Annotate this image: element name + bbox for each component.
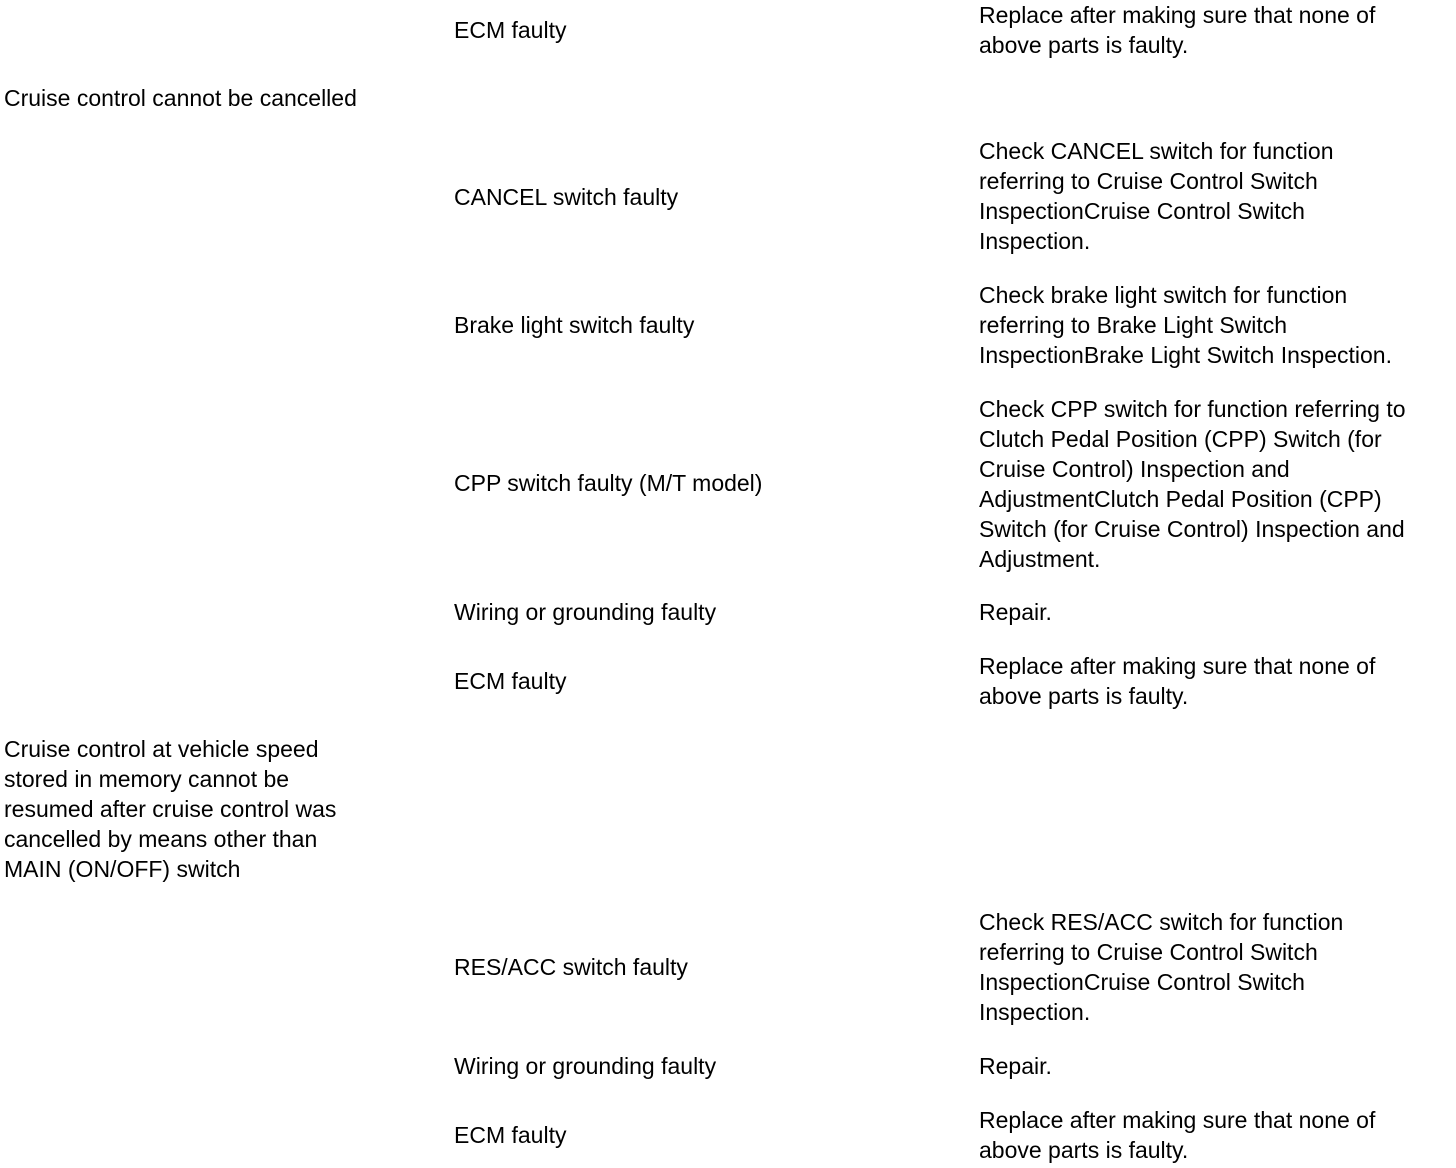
correction-line: Replace after making sure that none of — [979, 1107, 1376, 1133]
correction-line: above parts is faulty. — [979, 1137, 1189, 1163]
correction-line: Repair. — [979, 599, 1052, 625]
cause-cell: Brake light switch faulty — [454, 312, 695, 338]
cause-cell: ECM faulty — [454, 668, 567, 694]
correction-line: referring to Brake Light Switch — [979, 312, 1288, 338]
correction-line: Cruise Control) Inspection and — [979, 456, 1290, 482]
correction-line: Inspection. — [979, 228, 1091, 254]
correction-line: Clutch Pedal Position (CPP) Switch (for — [979, 426, 1382, 452]
correction-line: above parts is faulty. — [979, 683, 1189, 709]
cause-cell: CPP switch faulty (M/T model) — [454, 470, 763, 496]
correction-line: InspectionBrake Light Switch Inspection. — [979, 342, 1392, 368]
cause-cell: Wiring or grounding faulty — [454, 1053, 717, 1079]
cause-cell: ECM faulty — [454, 1122, 567, 1148]
correction-line: Replace after making sure that none of — [979, 2, 1376, 28]
correction-line: InspectionCruise Control Switch — [979, 969, 1305, 995]
correction-line: Check RES/ACC switch for function — [979, 909, 1344, 935]
correction-line: AdjustmentClutch Pedal Position (CPP) — [979, 486, 1382, 512]
correction-line: Switch (for Cruise Control) Inspection and — [979, 516, 1405, 542]
correction-line: Inspection. — [979, 999, 1091, 1025]
correction-line: Repair. — [979, 1053, 1052, 1079]
condition-line: MAIN (ON/OFF) switch — [4, 856, 241, 882]
correction-line: referring to Cruise Control Switch — [979, 939, 1318, 965]
cause-cell: ECM faulty — [454, 17, 567, 43]
correction-line: InspectionCruise Control Switch — [979, 198, 1305, 224]
correction-line: Check CANCEL switch for function — [979, 138, 1334, 164]
condition-line: resumed after cruise control was — [4, 796, 337, 822]
correction-line: Replace after making sure that none of — [979, 653, 1376, 679]
cause-cell: Wiring or grounding faulty — [454, 599, 717, 625]
condition-line: Cruise control at vehicle speed — [4, 736, 319, 762]
condition-line: cancelled by means other than — [4, 826, 318, 852]
condition-cell: Cruise control cannot be cancelled — [4, 85, 357, 111]
correction-line: above parts is faulty. — [979, 32, 1189, 58]
condition-line: stored in memory cannot be — [4, 766, 290, 792]
correction-line: referring to Cruise Control Switch — [979, 168, 1318, 194]
correction-line: Adjustment. — [979, 546, 1101, 572]
correction-line: Check CPP switch for function referring to — [979, 396, 1406, 422]
cause-cell: RES/ACC switch faulty — [454, 954, 688, 980]
cause-cell: CANCEL switch faulty — [454, 184, 679, 210]
correction-line: Check brake light switch for function — [979, 282, 1348, 308]
